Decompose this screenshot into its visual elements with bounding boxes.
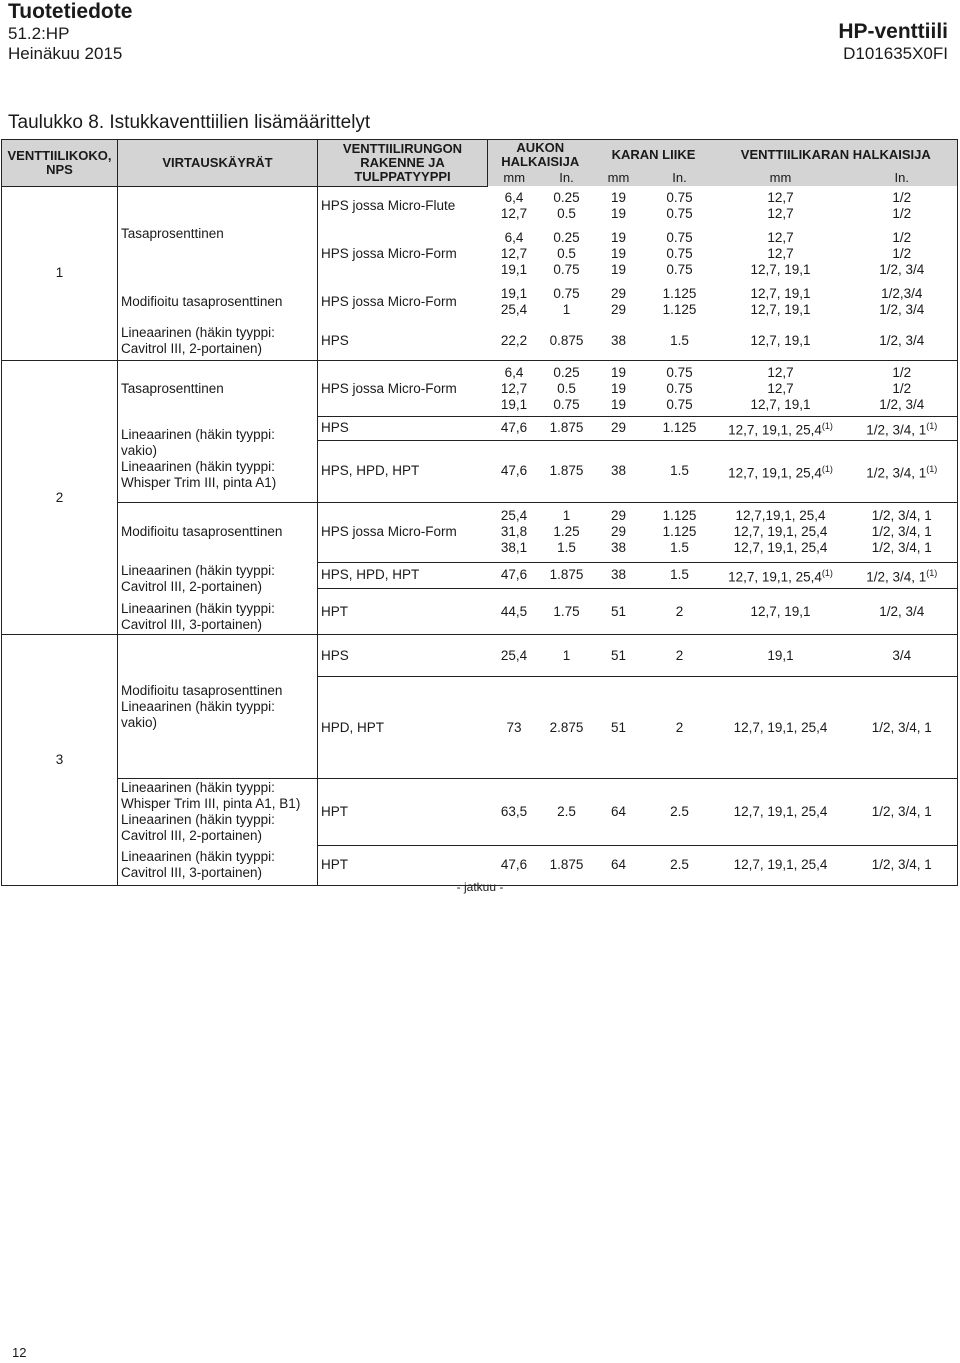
body-cell: HPS jossa Micro-Form xyxy=(318,226,488,282)
table-row xyxy=(2,282,958,322)
document-id: D101635X0FI xyxy=(843,44,948,63)
flow-cell xyxy=(118,417,318,503)
value: 1/2 xyxy=(892,230,912,245)
body-cell: HPS xyxy=(318,417,488,441)
value: 19 xyxy=(611,364,627,380)
header-right xyxy=(838,20,948,64)
value: 73 xyxy=(488,677,541,779)
value: 25,4 xyxy=(500,508,528,523)
flow-line: Lineaarinen (häkin tyyppi: Whisper Trim III, pinta A1) xyxy=(121,459,277,490)
value: 0.75 xyxy=(666,364,693,380)
value: 0.75 xyxy=(553,396,580,412)
value: 0.75 xyxy=(666,190,693,205)
value: 19 xyxy=(611,262,627,277)
value: 1/2, 3/4, 1 xyxy=(871,540,932,555)
value: 1/2, 3/4, 1 xyxy=(847,779,958,846)
table-row xyxy=(2,417,958,441)
value: 1/2, 3/4 xyxy=(879,262,925,277)
flow-cell xyxy=(118,562,318,635)
doc-type: Tuotetiedote xyxy=(8,0,133,23)
body-cell: HPS, HPD, HPT xyxy=(318,440,488,502)
value: 3/4 xyxy=(847,635,958,677)
value: 1/2, 3/4, 1 xyxy=(866,569,927,585)
value: 12,7, 19,1, 25,4 xyxy=(728,422,822,438)
value: 12,7, 19,1, 25,4 xyxy=(733,540,828,555)
value: 12,7, 19,1, 25,4 xyxy=(728,465,822,481)
footnote-ref: (1) xyxy=(821,568,833,579)
value: 47,6 xyxy=(488,562,541,589)
value: 1 xyxy=(541,635,593,677)
flow-line: Modifioitu tasaprosenttinen xyxy=(121,682,283,698)
body-cell: HPT xyxy=(318,845,488,885)
value: 12,7, 19,1 xyxy=(750,396,811,412)
spec-table xyxy=(1,139,958,886)
value: 0.75 xyxy=(666,262,693,277)
header-left xyxy=(8,0,132,64)
value: 12,7 xyxy=(767,246,794,261)
value: 1.875 xyxy=(541,440,593,502)
value: 1.5 xyxy=(670,333,689,348)
flow-line: Lineaarinen (häkin tyyppi: Cavitrol III, 2-portainen) xyxy=(121,812,275,843)
col-header-flow: VIRTAUSKÄYRÄT xyxy=(118,140,318,187)
value: 38 xyxy=(611,540,627,555)
flow-cell: Modifioitu tasaprosenttinen xyxy=(118,502,318,562)
body-cell: HPS xyxy=(318,635,488,677)
value: 1/2, 3/4 xyxy=(847,589,958,634)
body-cell: HPD, HPT xyxy=(318,677,488,779)
table-row xyxy=(2,322,958,360)
value: 19,1 xyxy=(500,286,528,301)
value: 1.5 xyxy=(645,562,715,589)
flow-line: Lineaarinen (häkin tyyppi: vakio) xyxy=(121,698,275,730)
value: 12,7, 19,1, 25,4 xyxy=(715,677,847,779)
body-cell: HPS, HPD, HPT xyxy=(318,562,488,589)
value: 1/2, 3/4, 1 xyxy=(847,677,958,779)
value: 47,6 xyxy=(488,417,541,441)
value: 19,1 xyxy=(715,635,847,677)
value: 12,7 xyxy=(767,364,794,380)
table-row xyxy=(2,361,958,417)
footnote-ref: (1) xyxy=(926,568,938,579)
size-cell: 1 xyxy=(2,186,118,361)
footnote-ref: (1) xyxy=(821,463,833,474)
doc-code: 51.2:HP xyxy=(8,24,70,43)
value: 64 xyxy=(593,845,645,885)
value: 1/2, 3/4 xyxy=(879,302,925,317)
value: 0.75 xyxy=(553,286,580,301)
value: 1 xyxy=(562,508,571,523)
value: 1/2, 3/4, 1 xyxy=(871,524,932,539)
value: 1.125 xyxy=(645,417,715,441)
value: 0.75 xyxy=(666,246,693,261)
value: 0.5 xyxy=(557,380,576,396)
value: 1/2, 3/4 xyxy=(879,396,925,412)
body-cell: HPT xyxy=(318,589,488,634)
value: 19,1 xyxy=(500,396,528,412)
value: 1.125 xyxy=(662,302,697,317)
value: 12,7, 19,1 xyxy=(750,302,811,317)
value: 19 xyxy=(611,396,627,412)
value: 19 xyxy=(611,190,627,205)
value: 12,7, 19,1, 25,4 xyxy=(728,569,822,585)
value: 47,6 xyxy=(488,440,541,502)
value: 1/2 xyxy=(892,246,912,261)
value: 0.75 xyxy=(666,396,693,412)
value: 44,5 xyxy=(488,589,541,634)
value: 0.75 xyxy=(666,380,693,396)
value: 1/2, 3/4, 1 xyxy=(866,422,927,438)
value: 29 xyxy=(611,524,627,539)
value: 2.5 xyxy=(645,845,715,885)
value: 12,7, 19,1 xyxy=(750,333,811,348)
value: 1.75 xyxy=(541,589,593,634)
value: 51 xyxy=(593,635,645,677)
value: 1/2, 3/4, 1 xyxy=(847,845,958,885)
value: 12,7, 19,1, 25,4 xyxy=(715,845,847,885)
value: 1/2 xyxy=(892,380,912,396)
value: 0.5 xyxy=(557,206,576,221)
unit-mm: mm xyxy=(593,170,645,186)
value: 51 xyxy=(593,589,645,634)
value: 12,7 xyxy=(767,380,794,396)
value: 1.875 xyxy=(541,417,593,441)
body-cell: HPT xyxy=(318,779,488,846)
value: 6,4 xyxy=(504,190,524,205)
table-row xyxy=(2,845,958,885)
flow-line: Lineaarinen (häkin tyyppi: Cavitrol III, 3-portainen) xyxy=(121,601,275,632)
value: 2.875 xyxy=(541,677,593,779)
value: 19 xyxy=(611,246,627,261)
unit-mm: mm xyxy=(488,170,541,186)
value: 12,7 xyxy=(767,206,794,221)
continued-note: - jatkuu - xyxy=(456,880,504,894)
value: 0.75 xyxy=(553,262,580,277)
flow-cell xyxy=(118,779,318,846)
value: 29 xyxy=(593,417,645,441)
value: 47,6 xyxy=(488,845,541,885)
flow-cell: Tasaprosenttinen xyxy=(118,361,318,417)
unit-in: In. xyxy=(541,170,593,186)
value: 2 xyxy=(645,589,715,634)
unit-in: In. xyxy=(645,170,715,186)
value: 1 xyxy=(562,302,571,317)
value: 1.875 xyxy=(541,845,593,885)
value: 6,4 xyxy=(504,364,524,380)
footnote-ref: (1) xyxy=(926,463,938,474)
value: 12,7 xyxy=(500,246,528,261)
value: 1.5 xyxy=(645,440,715,502)
value: 51 xyxy=(593,677,645,779)
value: 1/2, 3/4 xyxy=(879,333,925,348)
value: 12,7, 19,1, 25,4 xyxy=(733,524,828,539)
value: 38,1 xyxy=(500,540,528,555)
table-row xyxy=(2,502,958,562)
value: 2.5 xyxy=(541,779,593,846)
value: 12,7 xyxy=(767,230,794,245)
value: 1.5 xyxy=(557,540,576,555)
value: 12,7 xyxy=(500,206,528,221)
unit-in: In. xyxy=(847,170,958,186)
col-header-port: AUKON HALKAISIJA xyxy=(488,140,593,171)
flow-line: Lineaarinen (häkin tyyppi: vakio) xyxy=(121,427,275,458)
size-cell: 2 xyxy=(2,361,118,635)
table-row xyxy=(2,779,958,846)
value: 1.875 xyxy=(541,562,593,589)
unit-mm: mm xyxy=(715,170,847,186)
footnote-ref: (1) xyxy=(926,421,938,431)
table-row xyxy=(2,186,958,226)
value: 38 xyxy=(611,333,627,348)
product-name: HP-venttiili xyxy=(838,20,948,43)
flow-line: Lineaarinen (häkin tyyppi: Whisper Trim III, pinta A1, B1) xyxy=(121,780,301,811)
size-cell: 3 xyxy=(2,635,118,886)
value: 0.25 xyxy=(553,230,580,245)
value: 29 xyxy=(611,286,627,301)
flow-line: Lineaarinen (häkin tyyppi: Cavitrol III, 2-portainen) xyxy=(121,563,275,594)
body-cell: HPS xyxy=(318,322,488,360)
value: 12,7, 19,1 xyxy=(750,262,811,277)
table-row xyxy=(2,635,958,677)
value: 0.25 xyxy=(553,364,580,380)
col-header-body: VENTTIILIRUNGON RAKENNE JA TULPPATYYPPI xyxy=(318,140,488,187)
table-caption: Taulukko 8. Istukkaventtiilien lisämäärittelyt xyxy=(8,112,371,133)
value: 12,7,19,1, 25,4 xyxy=(735,508,826,523)
value: 0.5 xyxy=(557,246,576,261)
value: 2 xyxy=(645,677,715,779)
col-header-size: VENTTIILIKOKO, NPS xyxy=(2,140,118,187)
value: 64 xyxy=(593,779,645,846)
value: 1/2 xyxy=(892,190,912,205)
value: 1.5 xyxy=(670,540,689,555)
flow-cell: Lineaarinen (häkin tyyppi: Cavitrol III, 2-portainen) xyxy=(118,322,318,360)
value: 2.5 xyxy=(645,779,715,846)
doc-date: Heinäkuu 2015 xyxy=(8,44,123,63)
col-header-travel: KARAN LIIKE xyxy=(593,140,715,171)
value: 25,4 xyxy=(500,302,528,317)
value: 12,7 xyxy=(500,380,528,396)
value: 1.125 xyxy=(662,286,697,301)
body-cell: HPS jossa Micro-Form xyxy=(318,502,488,562)
value: 12,7, 19,1 xyxy=(750,286,811,301)
value: 12,7, 19,1 xyxy=(715,589,847,634)
flow-cell: Lineaarinen (häkin tyyppi: Cavitrol III, 3-portainen) xyxy=(118,845,318,885)
value: 29 xyxy=(611,302,627,317)
value: 0.875 xyxy=(549,333,584,348)
value: 0.25 xyxy=(553,190,580,205)
value: 1/2 xyxy=(892,364,912,380)
value: 1/2, 3/4, 1 xyxy=(871,508,932,523)
value: 19,1 xyxy=(500,262,528,277)
col-header-stem: VENTTIILIKARAN HALKAISIJA xyxy=(715,140,958,171)
value: 12,7, 19,1, 25,4 xyxy=(715,779,847,846)
value: 6,4 xyxy=(504,230,524,245)
value: 0.75 xyxy=(666,230,693,245)
flow-cell: Tasaprosenttinen xyxy=(118,186,318,282)
value: 63,5 xyxy=(488,779,541,846)
value: 22,2 xyxy=(500,333,528,348)
body-cell: HPS jossa Micro-Form xyxy=(318,361,488,417)
value: 38 xyxy=(593,562,645,589)
value: 38 xyxy=(593,440,645,502)
table-row xyxy=(2,562,958,589)
value: 1/2 xyxy=(892,206,912,221)
value: 25,4 xyxy=(488,635,541,677)
value: 1/2,3/4 xyxy=(881,286,923,301)
footnote-ref: (1) xyxy=(821,421,833,431)
page-number: 12 xyxy=(12,1345,27,1360)
value: 1.125 xyxy=(662,524,697,539)
body-cell: HPS jossa Micro-Form xyxy=(318,282,488,322)
value: 0.75 xyxy=(666,206,693,221)
value: 19 xyxy=(611,230,627,245)
value: 29 xyxy=(611,508,627,523)
value: 19 xyxy=(611,380,627,396)
value: 1.125 xyxy=(662,508,697,523)
value: 1.25 xyxy=(553,524,580,539)
flow-cell: Modifioitu tasaprosenttinen xyxy=(118,282,318,322)
flow-cell xyxy=(118,635,318,779)
value: 12,7 xyxy=(767,190,794,205)
body-cell: HPS jossa Micro-Flute xyxy=(318,186,488,226)
value: 31,8 xyxy=(500,524,528,539)
value: 19 xyxy=(611,206,627,221)
value: 2 xyxy=(645,635,715,677)
value: 1/2, 3/4, 1 xyxy=(866,465,927,481)
